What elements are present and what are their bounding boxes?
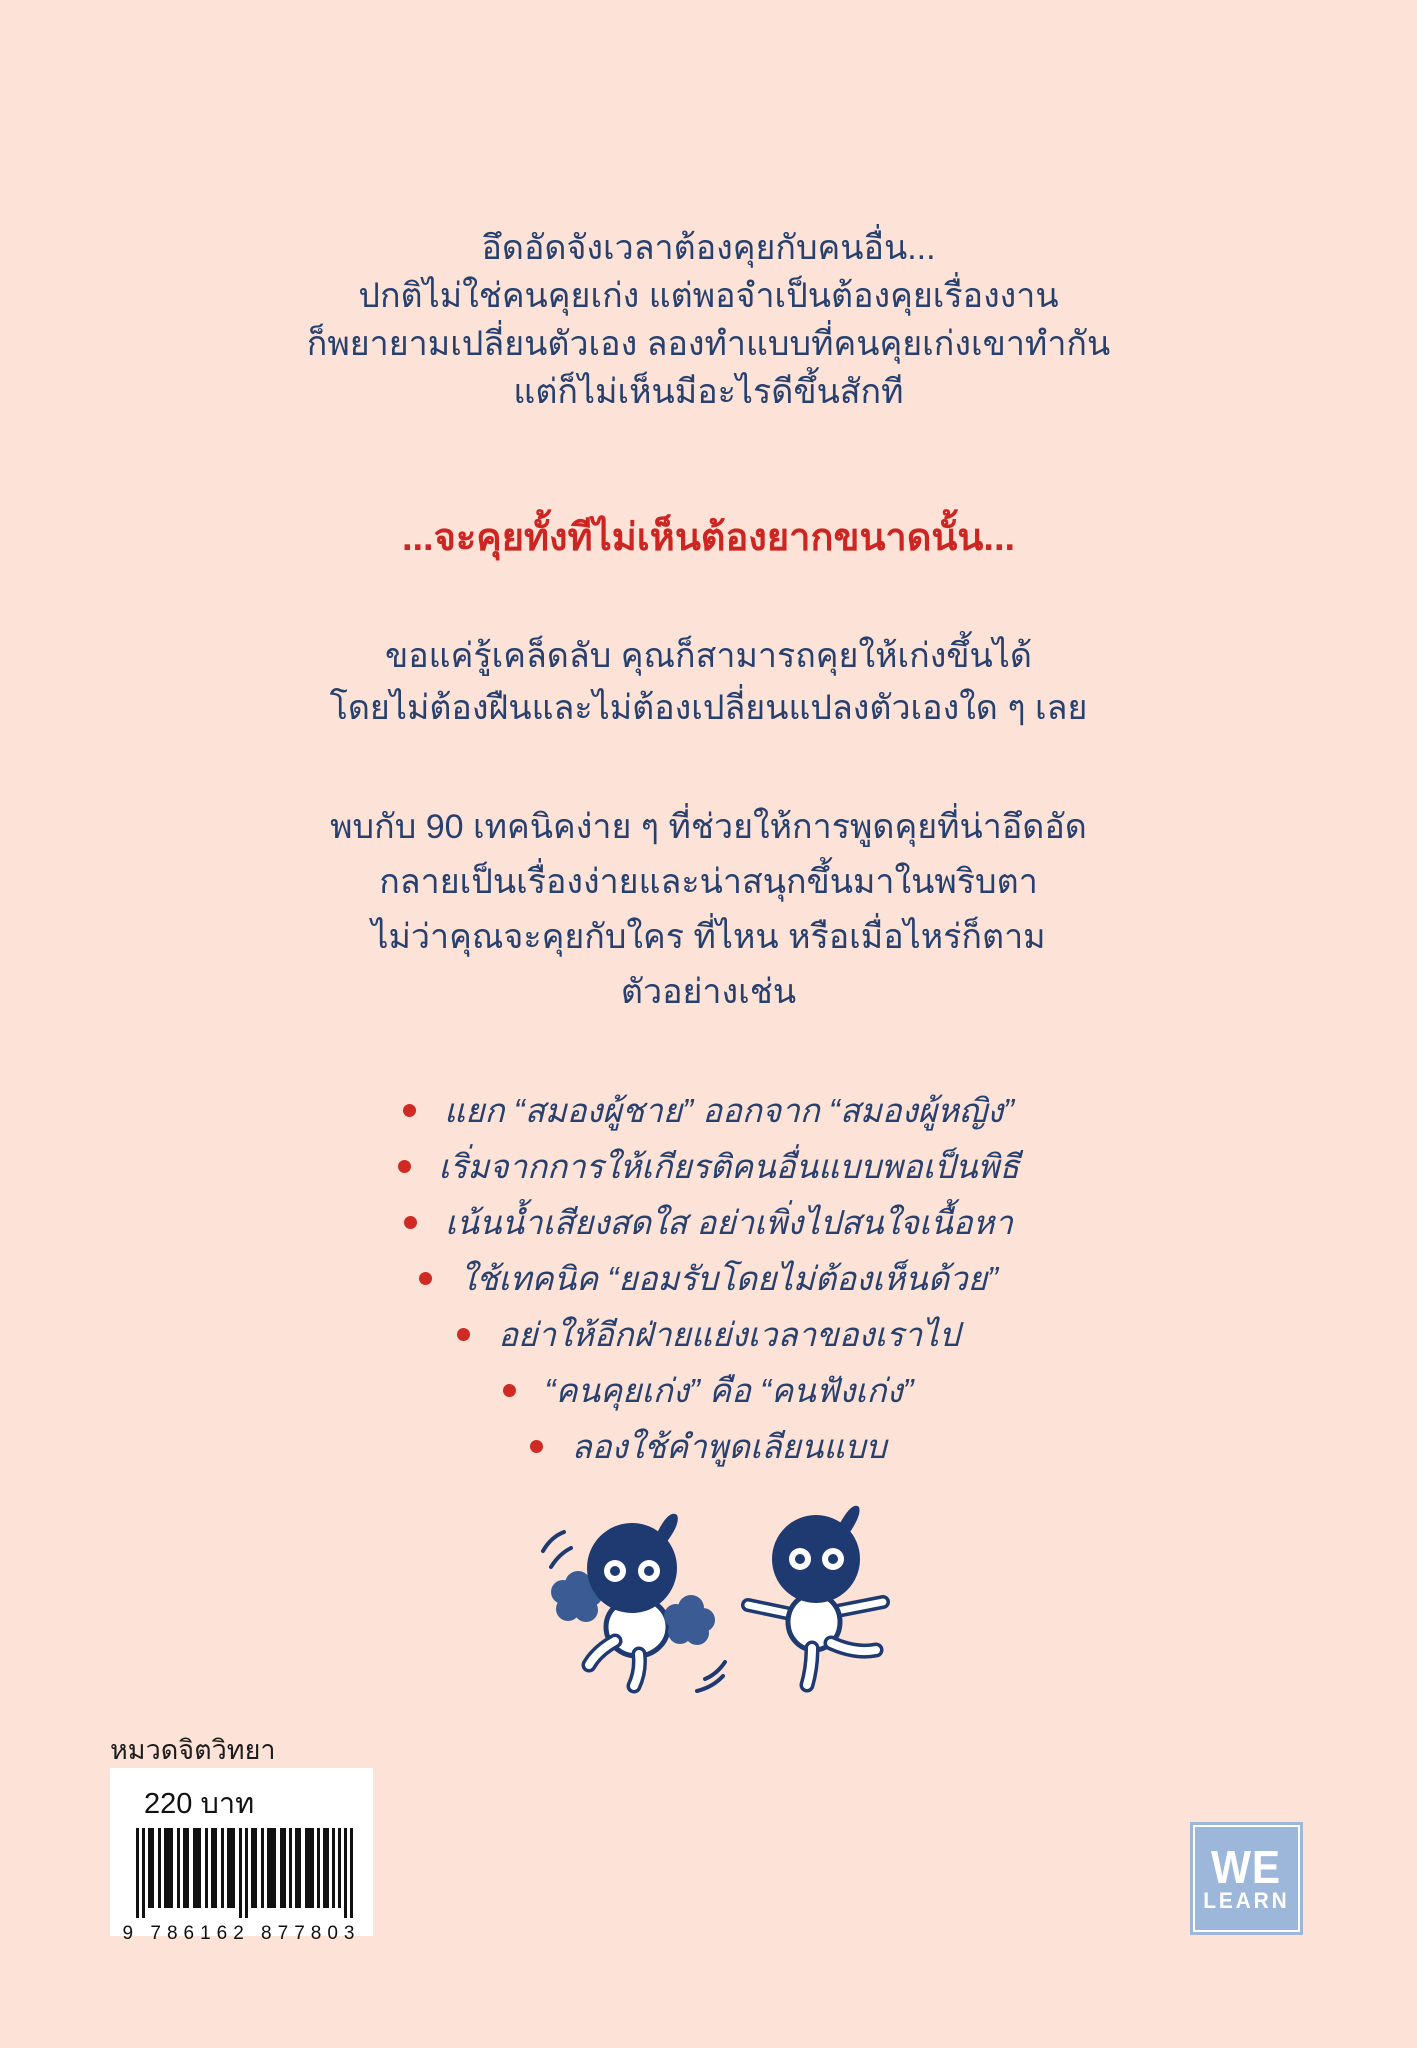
- list-item-label: เน้นน้ำเสียงสดใส อย่าเพิ่งไปสนใจเนื้อหา: [445, 1203, 1013, 1241]
- barcode-number: 9 786162 877803: [122, 1923, 361, 1944]
- price-label: 220 บาท: [144, 1788, 255, 1820]
- bullet-dot-icon: [398, 1160, 411, 1173]
- secret-paragraph: [0, 630, 1417, 734]
- barcode-icon: [110, 1828, 373, 1920]
- intro-line: ก็พยายามเปลี่ยนตัวเอง ลองทำแบบที่คนคุยเก่งเขาทำกัน: [306, 325, 1111, 363]
- list-item: [0, 1250, 1417, 1306]
- list-item-label: อย่าให้อีกฝ่ายแย่งเวลาของเราไป: [498, 1315, 960, 1353]
- list-item: [0, 1194, 1417, 1250]
- logo-we-text: WE: [1211, 1840, 1282, 1893]
- list-item: [0, 1306, 1417, 1362]
- dancing-mascot-icon: [748, 1506, 883, 1685]
- list-item: [0, 1418, 1417, 1474]
- barcode-block: [110, 1768, 373, 1944]
- list-item: [0, 1362, 1417, 1418]
- list-item-label: ใช้เทคนิค “ยอมรับโดยไม่ต้องเห็นด้วย”: [459, 1259, 999, 1297]
- example-bullet-list: [0, 1082, 1417, 1474]
- bullet-dot-icon: [503, 1384, 516, 1397]
- techniques-line: พบกับ 90 เทคนิคง่าย ๆ ที่ช่วยให้การพูดคุยที่น่าอึดอัด: [330, 808, 1087, 846]
- techniques-line: กลายเป็นเรื่องง่ายและน่าสนุกขึ้นมาในพริบตา: [379, 863, 1038, 901]
- mascots-svg: [537, 1493, 927, 1708]
- techniques-line: ตัวอย่างเช่น: [620, 973, 797, 1011]
- intro-line: ปกติไม่ใช่คนคุยเก่ง แต่พอจำเป็นต้องคุยเรื่องงาน: [358, 277, 1059, 315]
- list-item-label: แยก “สมองผู้ชาย” ออกจาก “สมองผู้หญิง”: [443, 1091, 1015, 1129]
- cheering-mascot-icon: [543, 1514, 725, 1691]
- highlight-tagline: [0, 515, 1417, 561]
- list-item-label: ลองใช้คำพูดเลียนแบบ: [571, 1427, 887, 1465]
- mascot-illustration: [537, 1493, 927, 1713]
- intro-paragraph: [0, 224, 1417, 416]
- list-item-label: “คนคุยเก่ง” คือ “คนฟังเก่ง”: [544, 1371, 914, 1409]
- techniques-paragraph: [0, 800, 1417, 1020]
- bullet-dot-icon: [530, 1440, 543, 1453]
- list-item: [0, 1082, 1417, 1138]
- category-label: หมวดจิตวิทยา: [110, 1735, 276, 1765]
- highlight-text: ...จะคุยทั้งทีไม่เห็นต้องยากขนาดนั้น...: [401, 517, 1016, 559]
- secret-line: ขอแค่รู้เคล็ดลับ คุณก็สามารถคุยให้เก่งขึ้นได้: [385, 637, 1032, 675]
- techniques-line: ไม่ว่าคุณจะคุยกับใคร ที่ไหน หรือเมื่อไหร่ก็ตาม: [371, 918, 1046, 956]
- logo-learn-text: LEARN: [1203, 1887, 1290, 1913]
- list-item: [0, 1138, 1417, 1194]
- intro-line: อึดอัดจังเวลาต้องคุยกับคนอื่น...: [481, 229, 936, 267]
- list-item-label: เริ่มจากการให้เกียรติคนอื่นแบบพอเป็นพิธี: [438, 1147, 1020, 1185]
- bullet-dot-icon: [457, 1328, 470, 1341]
- bullet-dot-icon: [404, 1216, 417, 1229]
- bullet-dot-icon: [403, 1104, 416, 1117]
- publisher-logo: [1190, 1822, 1303, 1935]
- intro-line: แต่ก็ไม่เห็นมีอะไรดีขึ้นสักที: [513, 373, 904, 411]
- bullet-dot-icon: [419, 1272, 432, 1285]
- secret-line: โดยไม่ต้องฝืนและไม่ต้องเปลี่ยนแปลงตัวเองใด ๆ เลย: [329, 689, 1088, 727]
